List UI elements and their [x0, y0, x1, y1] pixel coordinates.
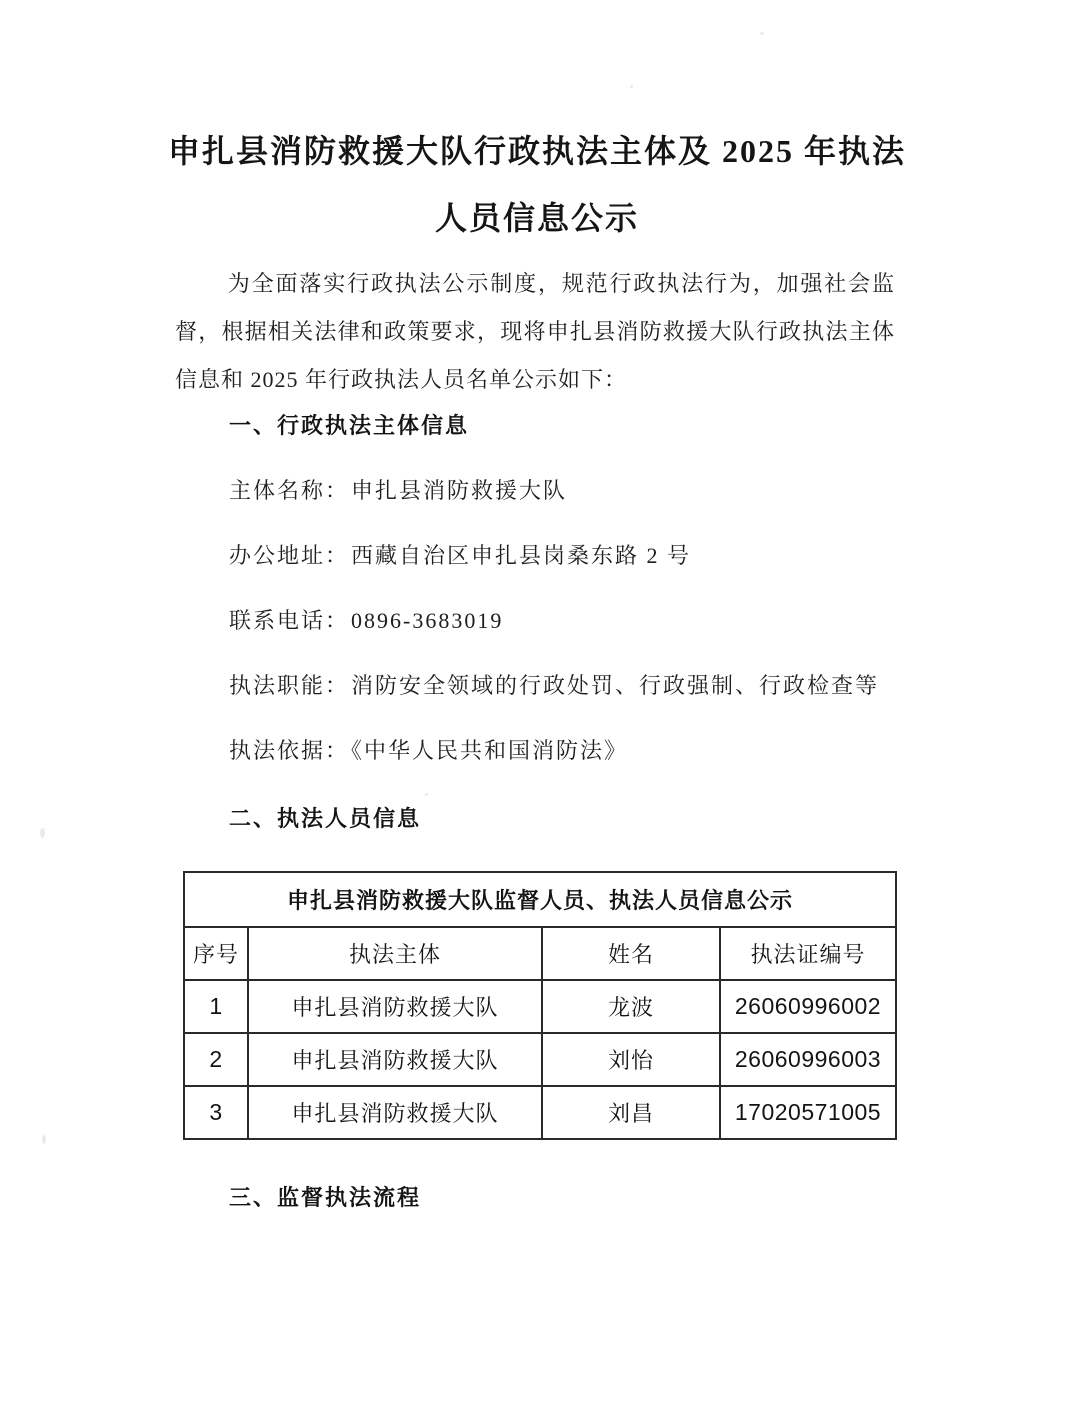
section2-heading: 二、执法人员信息	[229, 806, 422, 831]
document-title-line1: 申扎县消防救援大队行政执法主体及 2025 年执法	[167, 133, 906, 169]
scan-speck	[425, 793, 428, 796]
field-subject-name	[175, 477, 895, 505]
cell-cert: 26060996003	[720, 1033, 896, 1086]
column-header-no: 序号	[184, 927, 248, 980]
document-body	[0, 260, 1074, 1212]
document-title	[0, 0, 1074, 252]
table-row	[184, 1086, 896, 1139]
scan-speck	[42, 1135, 46, 1144]
cell-name: 刘昌	[542, 1086, 720, 1139]
field-legal-basis	[175, 737, 895, 765]
field-legal-basis-value: 《中华人民共和国消防法》	[351, 738, 629, 763]
table-title-row	[184, 872, 896, 927]
intro-paragraph: 为全面落实行政执法公示制度，规范行政执法行为，加强社会监督，根据相关法律和政策要求，现将申扎县消防救援大队行政执法主体信息和 2025 年行政执法人员名单公示如下：	[175, 271, 895, 392]
cell-no: 2	[184, 1033, 248, 1086]
field-contact-phone-label: 联系电话：	[229, 608, 350, 633]
section3-heading: 三、监督执法流程	[229, 1185, 422, 1210]
cell-org: 申扎县消防救援大队	[248, 1086, 542, 1139]
field-enforcement-functions	[175, 672, 895, 700]
field-enforcement-functions-value: 消防安全领域的行政处罚、行政强制、行政检查等	[351, 673, 880, 698]
field-contact-phone	[175, 607, 895, 635]
cell-org: 申扎县消防救援大队	[248, 1033, 542, 1086]
table-row	[184, 980, 896, 1033]
table-title: 申扎县消防救援大队监督人员、执法人员信息公示	[184, 872, 896, 927]
scan-speck	[630, 85, 633, 88]
column-header-name: 姓名	[542, 927, 720, 980]
field-subject-name-label: 主体名称：	[229, 478, 350, 503]
column-header-org: 执法主体	[248, 927, 542, 980]
cell-cert: 17020571005	[720, 1086, 896, 1139]
personnel-table	[183, 871, 897, 1140]
cell-name: 龙波	[542, 980, 720, 1033]
table-header-row	[184, 927, 896, 980]
section1-heading: 一、行政执法主体信息	[229, 413, 470, 438]
document-title-line2: 人员信息公示	[434, 200, 639, 236]
cell-no: 3	[184, 1086, 248, 1139]
field-office-address-label: 办公地址：	[229, 543, 350, 568]
cell-cert: 26060996002	[720, 980, 896, 1033]
field-enforcement-functions-label: 执法职能：	[229, 673, 350, 698]
field-legal-basis-label: 执法依据：	[229, 738, 350, 763]
cell-org: 申扎县消防救援大队	[248, 980, 542, 1033]
scan-speck	[760, 32, 764, 35]
field-office-address-value: 西藏自治区申扎县岗桑东路 2 号	[351, 543, 692, 568]
scan-speck	[40, 828, 45, 838]
column-header-cert: 执法证编号	[720, 927, 896, 980]
cell-no: 1	[184, 980, 248, 1033]
field-contact-phone-value: 0896-3683019	[351, 608, 504, 633]
field-office-address	[175, 542, 895, 570]
table-row	[184, 1033, 896, 1086]
field-subject-name-value: 申扎县消防救援大队	[351, 478, 568, 503]
cell-name: 刘怡	[542, 1033, 720, 1086]
